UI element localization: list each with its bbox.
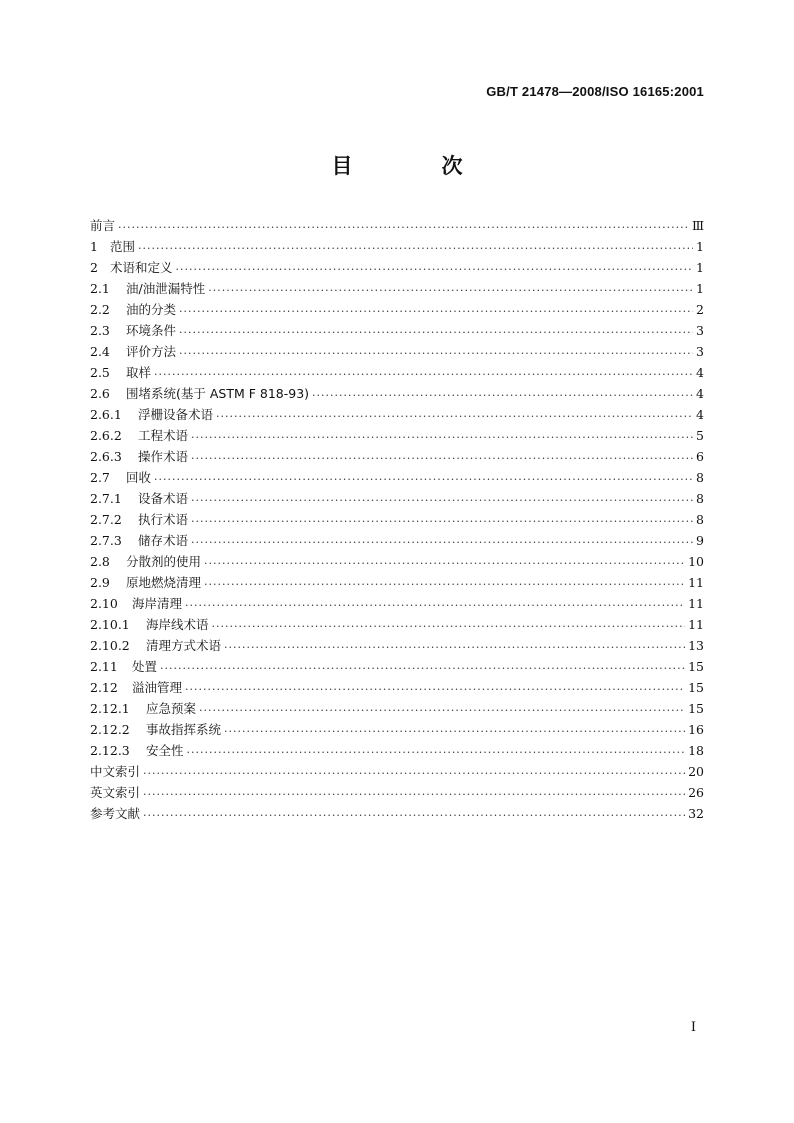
toc-entry-page: 8: [696, 470, 704, 485]
toc-entry-page: 15: [688, 659, 704, 674]
toc-dot-leader: [185, 597, 685, 611]
toc-entry-number: 2.9: [90, 575, 110, 590]
toc-entry-title: 中文索引: [90, 764, 141, 779]
toc-entry-title: 工程术语: [138, 428, 189, 443]
toc-entry-number: 2.10: [90, 596, 118, 611]
toc-entry-title: 执行术语: [138, 512, 189, 527]
toc-entry-page: 6: [696, 449, 704, 464]
toc-entry-page: 20: [688, 764, 704, 779]
toc-entry-title: 原地燃烧清理: [126, 575, 202, 590]
toc-entry-title: 应急预案: [146, 701, 197, 716]
toc-entry-title: 回收: [126, 470, 152, 485]
toc-entry-title: 清理方式术语: [146, 638, 222, 653]
toc-entry-page: 4: [696, 386, 704, 401]
toc-entry[interactable]: [90, 300, 704, 321]
toc-entry-page: 26: [688, 785, 704, 800]
toc-entry-title: 术语和定义: [110, 260, 173, 275]
page-title: 目 次: [331, 154, 497, 178]
toc-entry-number: 2.1: [90, 281, 110, 296]
toc-entry-page: 8: [696, 512, 704, 527]
toc-entry-title: 范围: [110, 239, 136, 254]
toc-dot-leader: [138, 240, 693, 254]
toc-entry[interactable]: [90, 258, 704, 279]
toc-entry-page: 4: [696, 407, 704, 422]
toc-entry-page: 11: [688, 596, 704, 611]
toc-entry[interactable]: [90, 468, 704, 489]
toc-entry[interactable]: [90, 342, 704, 363]
toc-entry-title: 操作术语: [138, 449, 189, 464]
toc-dot-leader: [187, 744, 686, 758]
toc-entry[interactable]: [90, 531, 704, 552]
toc-entry[interactable]: [90, 426, 704, 447]
toc-dot-leader: [312, 387, 693, 401]
toc-entry-number: 2.2: [90, 302, 110, 317]
toc-entry-number: 2.3: [90, 323, 110, 338]
toc-entry[interactable]: [90, 363, 704, 384]
toc-entry-number: 2.10.2: [90, 638, 130, 653]
toc-entry-title: 分散剂的使用: [126, 554, 202, 569]
toc-entry-title: 评价方法: [126, 344, 177, 359]
toc-entry-number: 2.8: [90, 554, 110, 569]
toc-entry-number: 2.12.3: [90, 743, 130, 758]
toc-entry-title: 英文索引: [90, 785, 141, 800]
toc-entry[interactable]: [90, 720, 704, 741]
toc-entry-page: 4: [696, 365, 704, 380]
toc-entry-page: 18: [688, 743, 704, 758]
toc-entry-number: 2.12.2: [90, 722, 130, 737]
toc-entry-page: 32: [688, 806, 704, 821]
toc-entry-title: 环境条件: [126, 323, 177, 338]
toc-entry-page: 1: [696, 260, 704, 275]
toc-dot-leader: [185, 681, 685, 695]
toc-entry[interactable]: [90, 741, 704, 762]
toc-entry-title: 设备术语: [138, 491, 189, 506]
toc-dot-leader: [118, 219, 689, 233]
toc-entry[interactable]: [90, 216, 704, 237]
toc-dot-leader: [191, 513, 693, 527]
toc-entry-page: 8: [696, 491, 704, 506]
toc-entry[interactable]: [90, 489, 704, 510]
toc-entry-number: 2.5: [90, 365, 110, 380]
toc-entry-page: 13: [688, 638, 704, 653]
toc-entry-page: 1: [696, 281, 704, 296]
toc-entry[interactable]: [90, 636, 704, 657]
toc-entry-number: 2.12.1: [90, 701, 130, 716]
toc-entry-page: 11: [688, 575, 704, 590]
toc-dot-leader: [191, 534, 693, 548]
toc-entry-title: 海岸线术语: [146, 617, 209, 632]
toc-dot-leader: [216, 408, 693, 422]
toc-entry-page: 9: [696, 533, 704, 548]
toc-entry-title: 海岸清理: [132, 596, 183, 611]
toc-entry[interactable]: [90, 447, 704, 468]
toc-entry-page: 11: [688, 617, 704, 632]
toc-entry-number: 2.7.1: [90, 491, 122, 506]
toc-entry-page: 16: [688, 722, 704, 737]
page-number: I: [690, 1020, 696, 1035]
toc-entry-title: 参考文献: [90, 806, 141, 821]
toc-dot-leader: [143, 786, 685, 800]
toc-entry-page: 15: [688, 701, 704, 716]
toc-entry[interactable]: [90, 237, 704, 258]
toc-entry[interactable]: [90, 321, 704, 342]
toc-dot-leader: [191, 429, 693, 443]
toc-entry[interactable]: [90, 762, 704, 783]
toc-entry-number: 2.11: [90, 659, 118, 674]
toc-dot-leader: [154, 366, 693, 380]
toc-entry-title: 溢油管理: [132, 680, 183, 695]
toc-entry-page: 3: [696, 344, 704, 359]
toc-entry[interactable]: [90, 657, 704, 678]
toc-entry[interactable]: [90, 384, 704, 405]
toc-entry[interactable]: [90, 615, 704, 636]
toc-entry-number: 2.6: [90, 386, 110, 401]
toc-dot-leader: [143, 807, 685, 821]
toc-dot-leader: [212, 618, 686, 632]
toc-entry-page: Ⅲ: [691, 218, 704, 233]
toc-entry[interactable]: [90, 678, 704, 699]
toc-dot-leader: [154, 471, 693, 485]
toc-dot-leader: [204, 576, 685, 590]
toc-dot-leader: [179, 345, 693, 359]
toc-dot-leader: [143, 765, 685, 779]
toc-dot-leader: [179, 324, 693, 338]
toc-entry-number: 2.7: [90, 470, 110, 485]
toc-entry-number: 2.6.1: [90, 407, 122, 422]
toc-entry-title: 浮栅设备术语: [138, 407, 214, 422]
toc-entry-page: 5: [696, 428, 704, 443]
toc-entry-number: 2.12: [90, 680, 118, 695]
toc-entry-title: 油/油泄漏特性: [126, 281, 206, 296]
toc-entry-number: 2: [90, 260, 98, 275]
toc-entry-number: 2.6.2: [90, 428, 122, 443]
toc-entry-page: 2: [696, 302, 704, 317]
toc-entry-title: 事故指挥系统: [146, 722, 222, 737]
toc-entry-page: 15: [688, 680, 704, 695]
toc-dot-leader: [191, 492, 693, 506]
toc-entry[interactable]: [90, 573, 704, 594]
toc-entry[interactable]: [90, 804, 704, 825]
toc-entry-page: 3: [696, 323, 704, 338]
toc-entry-title: 围堵系统(基于 ASTM F 818-93): [126, 386, 310, 401]
toc-entry-title: 前言: [90, 218, 116, 233]
toc-entry-number: 2.10.1: [90, 617, 130, 632]
toc-entry[interactable]: [90, 405, 704, 426]
toc-entry-title: 取样: [126, 365, 152, 380]
toc-entry[interactable]: [90, 783, 704, 804]
toc-entry[interactable]: [90, 279, 704, 300]
toc-dot-leader: [176, 261, 693, 275]
toc-entry-number: 2.7.3: [90, 533, 122, 548]
toc-entry[interactable]: [90, 510, 704, 531]
toc-dot-leader: [224, 723, 685, 737]
toc-entry-title: 储存术语: [138, 533, 189, 548]
toc-entry-page: 1: [696, 239, 704, 254]
toc-dot-leader: [224, 639, 685, 653]
table-of-contents: [90, 216, 704, 825]
toc-entry-title: 安全性: [146, 743, 184, 758]
toc-dot-leader: [191, 450, 693, 464]
toc-entry[interactable]: [90, 699, 704, 720]
toc-dot-leader: [199, 702, 685, 716]
toc-dot-leader: [204, 555, 685, 569]
toc-dot-leader: [208, 282, 693, 296]
standard-number-header: GB/T 21478—2008/ISO 16165:2001: [486, 84, 704, 99]
toc-dot-leader: [160, 660, 685, 674]
toc-entry-number: 2.7.2: [90, 512, 122, 527]
toc-entry[interactable]: [90, 552, 704, 573]
toc-dot-leader: [179, 303, 693, 317]
toc-entry-number: 2.4: [90, 344, 110, 359]
toc-entry[interactable]: [90, 594, 704, 615]
toc-entry-number: 2.6.3: [90, 449, 122, 464]
toc-entry-number: 1: [90, 239, 98, 254]
toc-entry-title: 油的分类: [126, 302, 177, 317]
toc-entry-title: 处置: [132, 659, 158, 674]
toc-entry-page: 10: [688, 554, 704, 569]
